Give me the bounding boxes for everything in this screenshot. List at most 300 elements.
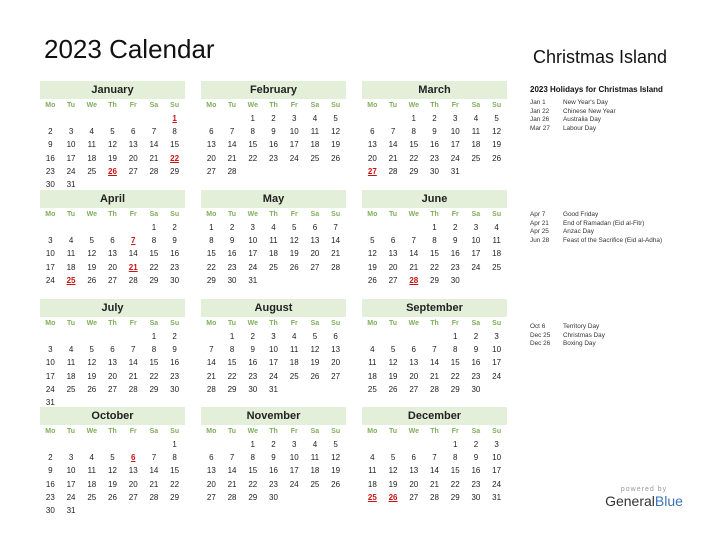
day-cell: 10	[248, 236, 258, 246]
day-cell: 14	[128, 358, 138, 368]
day-cell: 12	[108, 140, 117, 150]
week-row	[201, 152, 346, 165]
weekday-label: Mo	[45, 211, 56, 218]
month-name: January	[40, 81, 185, 99]
empty-cell	[81, 330, 102, 343]
weekday-label: Mo	[45, 102, 56, 109]
day-cell: 11	[368, 358, 377, 368]
weekday-label: Th	[269, 211, 278, 218]
empty-cell	[362, 330, 383, 343]
day-cell: 14	[149, 466, 159, 476]
empty-cell	[263, 165, 284, 178]
day-cell: 22	[227, 371, 237, 381]
brand-name-part2: Blue	[654, 493, 683, 509]
day-cell: 6	[312, 223, 318, 232]
weekday-header	[362, 99, 507, 112]
day-cell: 22	[149, 371, 159, 381]
day-cell: 8	[250, 453, 255, 463]
day-cell: 31	[66, 179, 76, 189]
weekday-label: Mo	[367, 428, 378, 435]
day-cell: 10	[492, 453, 502, 463]
weekday-label: Sa	[310, 428, 320, 435]
weekday-label: Th	[108, 428, 117, 435]
day-cell: 1	[432, 223, 437, 232]
weekday-label: Tu	[389, 211, 398, 218]
day-cell: 23	[227, 262, 237, 272]
day-cell: 30	[170, 275, 180, 285]
day-cell: 26	[87, 384, 97, 394]
empty-cell	[102, 221, 123, 234]
day-cell: 20	[128, 479, 138, 489]
day-cell: 8	[151, 345, 157, 355]
day-cell: 2	[172, 223, 177, 232]
day-cell: 20	[108, 371, 117, 381]
week-row	[362, 112, 507, 125]
day-cell: 8	[250, 127, 255, 137]
day-cell: 22	[206, 262, 216, 272]
day-cell: 11	[310, 127, 320, 137]
day-cell: 15	[248, 466, 258, 476]
empty-cell	[325, 165, 346, 178]
day-cell: 7	[432, 453, 437, 463]
day-cell: 6	[390, 236, 396, 246]
empty-cell	[486, 274, 507, 287]
day-cell: 28	[227, 166, 237, 176]
day-cell: 5	[390, 453, 396, 463]
day-cell: 31	[450, 166, 460, 176]
day-cell: 26	[388, 384, 398, 394]
empty-cell	[466, 274, 487, 287]
day-cell: 10	[492, 345, 502, 355]
holiday-item	[530, 125, 705, 134]
day-cell: 20	[108, 262, 117, 272]
holiday-name: Feast of the Sacrifice (Eid al-Adha)	[563, 236, 663, 244]
day-cell: 1	[250, 440, 255, 449]
day-cell: 5	[89, 236, 94, 246]
day-cell: 20	[310, 249, 320, 259]
day-cell: 8	[172, 453, 177, 463]
day-cell: 11	[269, 236, 278, 246]
empty-cell	[403, 221, 424, 234]
day-cell: 16	[269, 140, 278, 150]
weekday-label: Sa	[471, 102, 481, 109]
day-cell: 17	[45, 371, 55, 381]
day-cell: 29	[450, 492, 460, 502]
holiday-day-cell: 22	[170, 153, 180, 163]
week-row	[362, 370, 507, 383]
weekday-label: Su	[331, 320, 341, 327]
day-cell: 12	[492, 127, 502, 137]
day-cell: 17	[66, 153, 76, 163]
day-cell: 23	[471, 479, 481, 489]
empty-cell	[81, 221, 102, 234]
day-cell: 28	[430, 492, 439, 502]
day-cell: 15	[409, 140, 419, 150]
day-cell: 27	[409, 492, 419, 502]
day-cell: 23	[45, 492, 55, 502]
weekday-header	[362, 208, 507, 221]
day-cell: 13	[367, 140, 377, 150]
day-cell: 6	[110, 345, 115, 355]
day-cell: 20	[367, 153, 377, 163]
weekday-header	[40, 317, 185, 330]
empty-cell	[284, 274, 305, 287]
month-november	[201, 407, 346, 504]
day-cell: 26	[367, 275, 377, 285]
weekday-label: We	[247, 211, 258, 218]
day-cell: 2	[48, 127, 53, 137]
day-cell: 10	[289, 453, 299, 463]
day-cell: 29	[149, 384, 159, 394]
day-cell: 1	[151, 223, 157, 232]
day-cell: 4	[271, 223, 276, 232]
empty-cell	[123, 438, 144, 451]
day-cell: 11	[66, 358, 76, 368]
day-cell: 1	[229, 332, 235, 341]
week-row	[362, 464, 507, 477]
empty-cell	[486, 165, 507, 178]
week-row	[201, 464, 346, 477]
month-april	[40, 190, 185, 287]
holiday-date: Jun 28	[530, 236, 550, 244]
weekday-label: We	[408, 211, 419, 218]
day-cell: 9	[271, 453, 276, 463]
day-cell: 5	[370, 236, 375, 246]
empty-cell	[40, 330, 61, 343]
day-cell: 2	[432, 114, 437, 123]
day-cell: 28	[206, 384, 216, 394]
holiday-day-cell: 25	[367, 492, 377, 502]
day-cell: 23	[248, 371, 258, 381]
empty-cell	[383, 112, 404, 125]
empty-cell	[362, 112, 383, 125]
empty-cell	[242, 165, 263, 178]
day-cell: 10	[66, 140, 76, 150]
week-row	[362, 343, 507, 356]
weekday-label: Mo	[45, 320, 56, 327]
empty-cell	[40, 221, 61, 234]
weekday-label: We	[247, 428, 258, 435]
day-cell: 19	[331, 140, 341, 150]
weekday-label: Mo	[367, 211, 378, 218]
day-cell: 26	[331, 479, 341, 489]
weekday-label: Fr	[451, 211, 459, 218]
day-cell: 11	[368, 466, 377, 476]
empty-cell	[486, 383, 507, 396]
day-cell: 3	[250, 223, 255, 232]
week-row	[201, 370, 346, 383]
weekday-label: Tu	[389, 102, 398, 109]
week-row	[40, 478, 185, 491]
day-cell: 18	[66, 371, 76, 381]
day-cell: 29	[170, 492, 180, 502]
day-cell: 8	[452, 345, 458, 355]
day-cell: 12	[310, 345, 320, 355]
week-row	[40, 343, 185, 356]
weekday-label: We	[86, 102, 97, 109]
day-cell: 29	[409, 166, 419, 176]
weekday-label: Fr	[451, 102, 459, 109]
day-cell: 17	[450, 140, 460, 150]
day-cell: 27	[388, 275, 398, 285]
day-cell: 4	[312, 114, 318, 123]
day-cell: 19	[108, 153, 117, 163]
day-cell: 31	[248, 275, 258, 285]
day-cell: 2	[271, 440, 276, 449]
empty-cell	[424, 330, 445, 343]
holiday-item	[530, 211, 705, 220]
day-cell: 8	[432, 236, 437, 246]
day-cell: 29	[248, 492, 258, 502]
day-cell: 6	[411, 345, 416, 355]
weekday-label: Su	[170, 102, 180, 109]
empty-cell	[201, 112, 222, 125]
week-row	[40, 491, 185, 504]
empty-cell	[263, 274, 284, 287]
day-cell: 23	[269, 479, 278, 489]
day-cell: 22	[430, 262, 439, 272]
day-cell: 8	[411, 127, 416, 137]
day-cell: 25	[269, 262, 278, 272]
month-name: May	[201, 190, 346, 208]
weekday-label: Su	[331, 102, 341, 109]
empty-cell	[102, 112, 123, 125]
holiday-date: Jan 1	[530, 99, 546, 106]
day-cell: 9	[432, 127, 437, 137]
day-cell: 20	[206, 479, 216, 489]
day-cell: 30	[170, 384, 180, 394]
weekday-label: Mo	[45, 428, 56, 435]
weekday-label: We	[247, 320, 258, 327]
day-cell: 20	[206, 153, 216, 163]
weekday-label: We	[86, 320, 97, 327]
week-row	[40, 438, 185, 451]
day-cell: 17	[492, 358, 502, 368]
day-cell: 5	[89, 345, 94, 355]
day-cell: 15	[248, 140, 258, 150]
empty-cell	[284, 165, 305, 178]
holiday-date: Mar 27	[530, 124, 550, 132]
day-cell: 18	[87, 479, 97, 489]
empty-cell	[61, 330, 82, 343]
day-cell: 22	[248, 479, 258, 489]
holiday-name: Anzac Day	[563, 228, 594, 235]
day-cell: 23	[430, 153, 439, 163]
day-cell: 29	[149, 275, 159, 285]
holiday-item	[530, 340, 705, 349]
weekday-header	[40, 425, 185, 438]
weekday-label: Su	[492, 428, 502, 435]
day-cell: 4	[68, 345, 74, 355]
holiday-date: Oct 6	[530, 323, 546, 330]
weekday-label: Sa	[149, 320, 159, 327]
weekday-header	[201, 425, 346, 438]
weekday-label: Th	[108, 102, 117, 109]
day-cell: 21	[388, 153, 398, 163]
weekday-label: Sa	[310, 102, 320, 109]
day-cell: 23	[170, 371, 180, 381]
holiday-name: Chinese New Year	[563, 107, 616, 115]
day-cell: 12	[87, 249, 97, 259]
day-cell: 3	[291, 440, 297, 449]
week-row	[362, 221, 507, 234]
day-cell: 16	[430, 140, 439, 150]
month-name: December	[362, 407, 507, 425]
day-cell: 12	[331, 127, 341, 137]
day-cell: 13	[206, 140, 216, 150]
empty-cell	[81, 438, 102, 451]
week-row	[362, 451, 507, 464]
day-cell: 14	[227, 140, 237, 150]
holiday-day-cell: 7	[130, 236, 136, 246]
day-cell: 4	[89, 453, 94, 463]
month-march	[362, 81, 507, 178]
holiday-item	[530, 332, 705, 341]
day-cell: 14	[149, 140, 159, 150]
day-cell: 17	[45, 262, 55, 272]
month-october	[40, 407, 185, 517]
week-row	[362, 138, 507, 151]
weekday-label: Th	[269, 320, 278, 327]
weekday-label: Th	[430, 428, 439, 435]
day-cell: 1	[452, 440, 458, 449]
holiday-group	[530, 323, 705, 349]
week-row	[40, 165, 185, 178]
day-cell: 16	[269, 466, 278, 476]
day-cell: 13	[206, 466, 216, 476]
day-cell: 6	[411, 453, 416, 463]
day-cell: 21	[409, 262, 419, 272]
weekday-label: Sa	[310, 211, 320, 218]
day-cell: 18	[66, 262, 76, 272]
day-cell: 5	[110, 453, 115, 463]
empty-cell	[222, 112, 243, 125]
month-name: August	[201, 299, 346, 317]
weekday-label: We	[86, 428, 97, 435]
day-cell: 30	[248, 384, 258, 394]
day-cell: 18	[269, 249, 278, 259]
day-cell: 13	[128, 466, 138, 476]
day-cell: 4	[89, 127, 94, 137]
day-cell: 22	[170, 479, 180, 489]
day-cell: 7	[229, 127, 235, 137]
month-september	[362, 299, 507, 396]
weekday-header	[201, 317, 346, 330]
day-cell: 13	[128, 140, 138, 150]
day-cell: 20	[409, 479, 419, 489]
week-row	[40, 125, 185, 138]
holiday-date: Apr 25	[530, 228, 549, 235]
week-row	[40, 356, 185, 369]
day-cell: 30	[227, 275, 237, 285]
week-row	[40, 221, 185, 234]
holiday-date: Apr 7	[530, 211, 546, 218]
day-cell: 24	[471, 262, 481, 272]
day-cell: 19	[87, 371, 97, 381]
day-cell: 3	[452, 114, 458, 123]
empty-cell	[325, 274, 346, 287]
weekday-label: Su	[331, 428, 341, 435]
week-row	[362, 438, 507, 451]
empty-cell	[305, 274, 326, 287]
day-cell: 29	[450, 384, 460, 394]
day-cell: 21	[331, 249, 341, 259]
day-cell: 5	[333, 440, 338, 449]
day-cell: 25	[310, 153, 320, 163]
day-cell: 13	[108, 358, 117, 368]
weekday-header	[40, 208, 185, 221]
weekday-label: Fr	[451, 320, 459, 327]
weekday-label: Sa	[149, 428, 159, 435]
weekday-label: Fr	[451, 428, 459, 435]
weekday-label: Sa	[471, 320, 481, 327]
week-row	[201, 383, 346, 396]
holiday-name: End of Ramadan (Eid al-Fitr)	[563, 219, 645, 227]
day-cell: 20	[388, 262, 398, 272]
day-cell: 4	[291, 332, 297, 341]
holidays-title: 2023 Holidays for Christmas Island	[530, 85, 663, 94]
day-cell: 5	[494, 114, 499, 123]
weekday-label: We	[247, 102, 258, 109]
day-cell: 3	[271, 332, 276, 341]
day-cell: 28	[331, 262, 341, 272]
day-cell: 15	[149, 358, 159, 368]
day-cell: 14	[331, 236, 341, 246]
day-cell: 15	[450, 358, 460, 368]
day-cell: 21	[227, 479, 237, 489]
day-cell: 3	[48, 236, 53, 246]
day-cell: 2	[473, 332, 479, 341]
holiday-day-cell: 6	[130, 453, 136, 463]
day-cell: 23	[471, 371, 481, 381]
day-cell: 25	[310, 479, 320, 489]
day-cell: 18	[87, 153, 97, 163]
day-cell: 24	[248, 262, 258, 272]
day-cell: 27	[310, 262, 320, 272]
weekday-label: Su	[331, 211, 341, 218]
day-cell: 24	[45, 384, 55, 394]
month-january	[40, 81, 185, 191]
holiday-day-cell: 27	[367, 166, 377, 176]
day-cell: 19	[310, 358, 320, 368]
day-cell: 5	[291, 223, 297, 232]
day-cell: 9	[172, 236, 177, 246]
empty-cell	[362, 438, 383, 451]
weekday-label: Mo	[206, 102, 217, 109]
day-cell: 13	[108, 249, 117, 259]
weekday-label: Th	[430, 211, 439, 218]
day-cell: 5	[390, 345, 396, 355]
weekday-label: We	[86, 211, 97, 218]
day-cell: 1	[151, 332, 157, 341]
day-cell: 23	[269, 153, 278, 163]
day-cell: 15	[149, 249, 159, 259]
day-cell: 13	[310, 236, 320, 246]
day-cell: 31	[66, 505, 76, 515]
day-cell: 10	[450, 127, 460, 137]
day-cell: 10	[45, 358, 55, 368]
empty-cell	[201, 330, 222, 343]
weekday-label: Su	[170, 320, 180, 327]
day-cell: 1	[172, 440, 177, 449]
holiday-group	[530, 211, 705, 245]
empty-cell	[362, 221, 383, 234]
week-row	[201, 274, 346, 287]
day-cell: 4	[312, 440, 318, 449]
day-cell: 14	[227, 466, 237, 476]
day-cell: 9	[48, 466, 53, 476]
day-cell: 1	[209, 223, 214, 232]
